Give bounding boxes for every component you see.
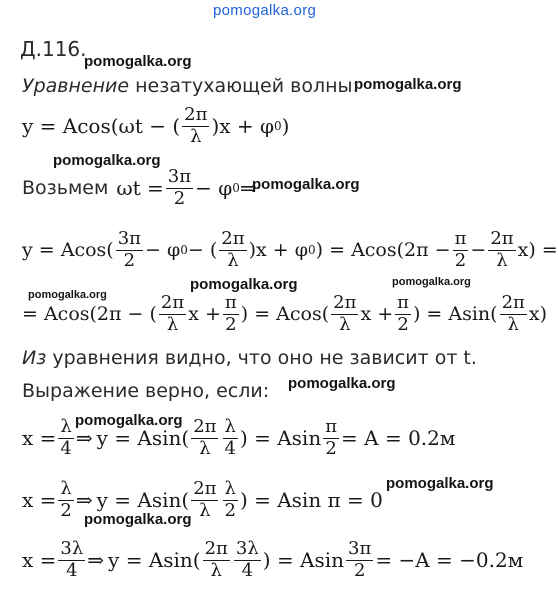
substitution-line: Возьмем ωt = $\frac{3\pi}{2}$ − φ 0 ⇒ [22, 166, 257, 209]
watermark: pomogalka.org [354, 76, 462, 93]
watermark: pomogalka.org [288, 375, 396, 392]
watermark: pomogalka.org [252, 176, 360, 193]
implies-arrow: ⇒ [239, 176, 257, 201]
wave-equation-heading [22, 75, 359, 97]
watermark: pomogalka.org [392, 276, 471, 288]
eq-part: )x + φ [211, 114, 275, 139]
eq-part: ) [281, 114, 290, 139]
watermark-top[interactable]: pomogalka.org [213, 2, 317, 19]
take-word: Возьмем [22, 177, 109, 200]
watermark: pomogalka.org [190, 276, 298, 293]
derivation-line-2: = Acos(2π − ( $\frac{2\pi}{\lambda}$ x + $\frac{\pi}{2}$ ) = Acos( $\frac{2\pi}{\lambda}$ x + $\frac{\pi}{2}$ ) = Asin( $\frac{2\pi}{\lambda}$ x) [22, 292, 548, 335]
fraction: $\frac{3\pi}{2}$ [167, 166, 192, 209]
eq-part: ωt = [116, 176, 164, 201]
wave-equation: y = Acos(ωt − ( $\frac{2\pi}{\lambda}$ )x + φ 0 ) [22, 104, 290, 147]
heading-text: незатухающей волны: [135, 75, 359, 97]
eq-part: − φ [195, 176, 233, 201]
case-three-quarter-wavelength: x = $\frac{3\lambda}{4}$ ⇒ y = Asin( $\frac{2\pi}{\lambda}$ $\frac{3\lambda}{4}$ ) = Asin $\frac{3\pi}{2}$ = −A = −0.2м [22, 538, 524, 581]
watermark: pomogalka.org [84, 53, 192, 70]
watermark: pomogalka.org [84, 511, 192, 528]
watermark: pomogalka.org [53, 152, 161, 169]
watermark: pomogalka.org [75, 412, 183, 429]
case-half-wavelength: x = $\frac{\lambda}{2}$ ⇒ y = Asin( $\frac{2\pi}{\lambda}$ $\frac{\lambda}{2}$ ) = Asin π = 0 [22, 478, 383, 521]
condition-line: Выражение верно, если: [22, 380, 270, 402]
heading-italic: Уравнение [22, 75, 130, 97]
watermark: pomogalka.org [386, 475, 494, 492]
problem-number: Д.116. [20, 37, 87, 61]
eq-part: y = Acos(ωt − ( [22, 114, 181, 139]
case-quarter-wavelength: x = $\frac{\lambda}{4}$ ⇒ y = Asin( $\frac{2\pi}{\lambda}$ $\frac{\lambda}{4}$ ) = Asin $\frac{\pi}{2}$ = A = 0.2м [22, 416, 456, 459]
conclusion-line: Из уравнения видно, что оно не зависит от t. [22, 347, 477, 369]
fraction: $\frac{2\pi}{\lambda}$ [184, 104, 208, 147]
derivation-line-1: y = Acos( $\frac{3\pi}{2}$ − φ 0 − ( $\frac{2\pi}{\lambda}$ )x + φ 0 ) = Acos(2π − $\frac{\pi}{2}$ − $\frac{2\pi}{\lambda}$ x) = [22, 228, 558, 271]
watermark: pomogalka.org [28, 289, 107, 301]
